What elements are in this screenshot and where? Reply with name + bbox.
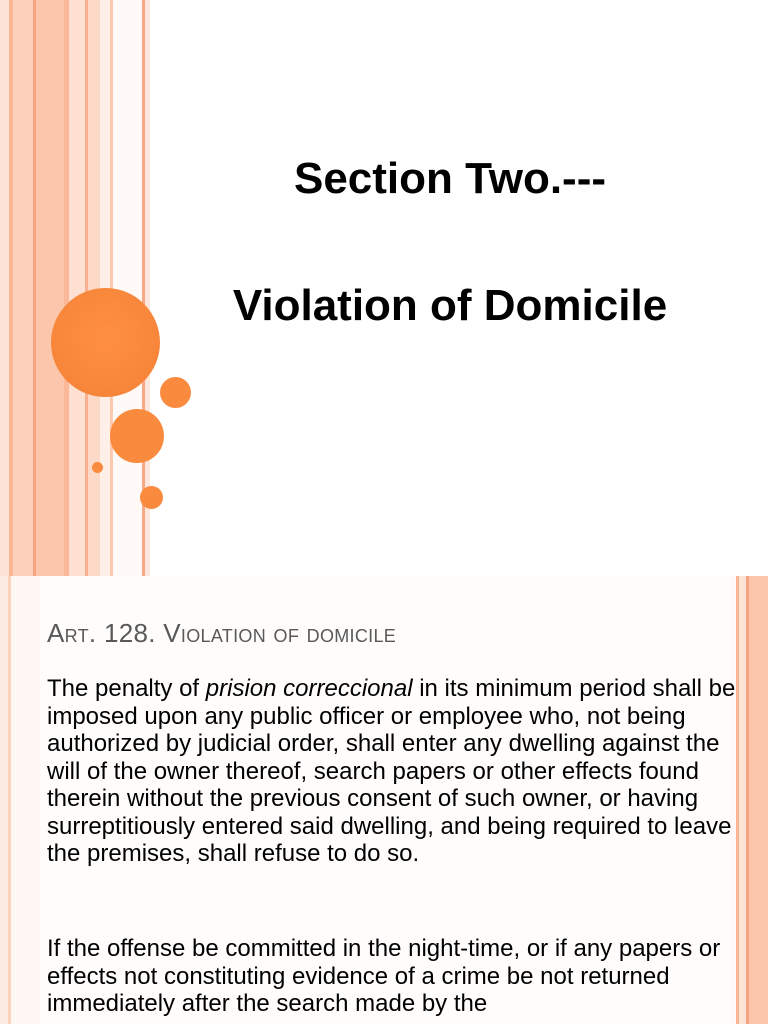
paragraph-1-intro: The penalty of <box>47 675 206 702</box>
decorative-stripes-left-thin <box>0 576 40 1024</box>
article-heading: Art. 128. Violation of domicile <box>47 618 397 648</box>
large-orange-circle <box>51 288 160 397</box>
penalty-term: prision correccional <box>205 675 413 702</box>
medium-orange-circle <box>110 409 164 463</box>
article-paragraph-1 <box>47 675 737 868</box>
decorative-stripes-left <box>0 0 150 576</box>
small-orange-circle <box>160 377 191 408</box>
slide-title-violation: Violation of Domicile <box>232 281 668 330</box>
small-orange-dot <box>140 486 163 509</box>
article-paragraph-2: If the offense be committed in the night-time, or if any papers or effects not constituting evidence of a crime be not returned immediately after the search made by the <box>47 935 721 1017</box>
slide-title-section: Section Two.--- <box>293 154 607 203</box>
slide-2 <box>0 576 768 1024</box>
tiny-orange-dot <box>92 462 103 473</box>
paragraph-1-rest: in its minimum period shall be imposed upon any public officer or employee who, not being authorized by judicial order, shall enter any dwelling against the will of the owner thereof, search papers or other effects found therein without the previous consent of such owner, or having surreptitiously entered said dwelling, and being required to leave the premises, shall refuse to do so. <box>47 675 736 867</box>
